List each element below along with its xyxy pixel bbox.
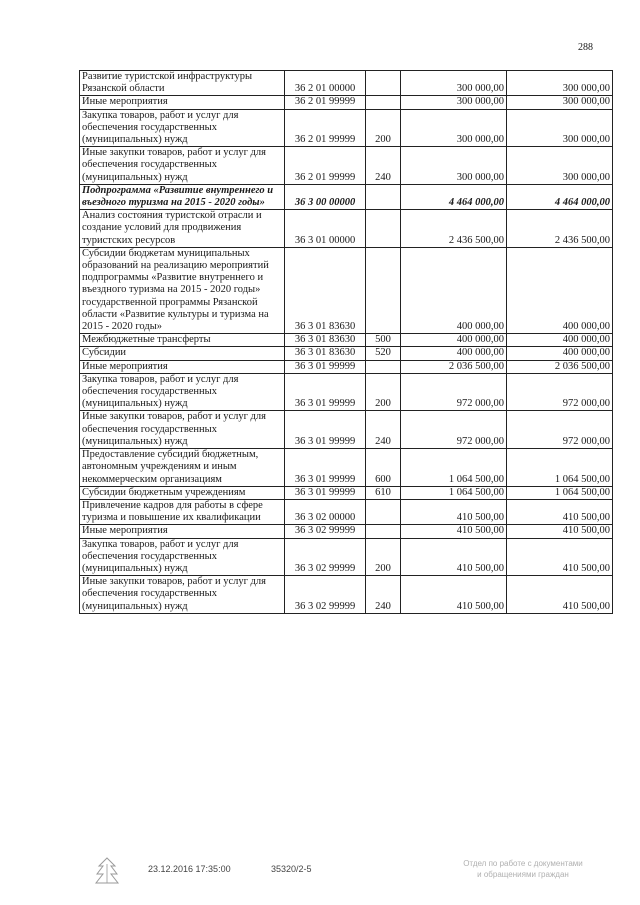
row-sum-total-cell: 1 064 500,00 xyxy=(507,486,613,499)
row-code-cell: 36 3 00 00000 xyxy=(285,184,366,209)
row-name-cell: Развитие туристской инфраструктуры Рязанской области xyxy=(80,71,285,96)
row-code-cell: 36 3 02 00000 xyxy=(285,499,366,524)
row-sum-2017-cell: 400 000,00 xyxy=(401,334,507,347)
row-sum-2017-cell: 410 500,00 xyxy=(401,538,507,576)
row-sum-total-cell: 400 000,00 xyxy=(507,347,613,360)
row-name-cell: Субсидии бюджетам муниципальных образований на реализацию мероприятий подпрограммы «Развитие внутреннего и въездного туризма на 2015 - 2020 годы» государственной программы Рязанской области «Развитие культуры и туризма на 2015 - 2020 годы» xyxy=(80,247,285,333)
table-row xyxy=(80,373,613,411)
row-type-cell xyxy=(366,210,401,248)
row-sum-total-cell: 300 000,00 xyxy=(507,71,613,96)
table-row xyxy=(80,525,613,538)
row-name-cell: Иные закупки товаров, работ и услуг для обеспечения государственных (муниципальных) нужд xyxy=(80,576,285,614)
table-row xyxy=(80,576,613,614)
row-code-cell: 36 2 01 00000 xyxy=(285,71,366,96)
row-code-cell: 36 3 02 99999 xyxy=(285,576,366,614)
row-name-cell: Межбюджетные трансферты xyxy=(80,334,285,347)
row-sum-2017-cell: 1 064 500,00 xyxy=(401,449,507,487)
row-sum-2017-cell: 300 000,00 xyxy=(401,109,507,147)
row-type-cell: 200 xyxy=(366,373,401,411)
row-sum-2017-cell: 2 436 500,00 xyxy=(401,210,507,248)
row-sum-total-cell: 300 000,00 xyxy=(507,96,613,109)
row-name-cell: Привлечение кадров для работы в сфере туризма и повышение их квалификации xyxy=(80,499,285,524)
row-name-cell: Подпрограмма «Развитие внутреннего и въездного туризма на 2015 - 2020 годы» xyxy=(80,184,285,209)
row-type-cell xyxy=(366,96,401,109)
row-sum-2017-cell: 972 000,00 xyxy=(401,373,507,411)
row-code-cell: 36 3 01 99999 xyxy=(285,486,366,499)
row-code-cell: 36 2 01 99999 xyxy=(285,96,366,109)
row-type-cell xyxy=(366,184,401,209)
row-type-cell: 600 xyxy=(366,449,401,487)
row-sum-2017-cell: 300 000,00 xyxy=(401,71,507,96)
row-name-cell: Субсидии бюджетным учреждениям xyxy=(80,486,285,499)
row-name-cell: Иные мероприятия xyxy=(80,525,285,538)
row-type-cell: 200 xyxy=(366,109,401,147)
table-row xyxy=(80,96,613,109)
table-row xyxy=(80,334,613,347)
row-code-cell: 36 3 01 99999 xyxy=(285,373,366,411)
table-row xyxy=(80,499,613,524)
row-code-cell: 36 3 01 99999 xyxy=(285,360,366,373)
row-code-cell: 36 3 01 83630 xyxy=(285,334,366,347)
row-code-cell: 36 3 01 99999 xyxy=(285,449,366,487)
budget-table-body xyxy=(80,71,613,614)
table-row xyxy=(80,538,613,576)
table-row xyxy=(80,449,613,487)
row-type-cell: 240 xyxy=(366,411,401,449)
row-type-cell: 200 xyxy=(366,538,401,576)
row-type-cell: 240 xyxy=(366,147,401,185)
row-sum-total-cell: 410 500,00 xyxy=(507,538,613,576)
table-row xyxy=(80,411,613,449)
table-row xyxy=(80,71,613,96)
row-name-cell: Закупка товаров, работ и услуг для обеспечения государственных (муниципальных) нужд xyxy=(80,373,285,411)
row-code-cell: 36 3 01 99999 xyxy=(285,411,366,449)
row-sum-2017-cell: 400 000,00 xyxy=(401,347,507,360)
row-type-cell: 240 xyxy=(366,576,401,614)
row-sum-total-cell: 410 500,00 xyxy=(507,576,613,614)
stamp-line-1: Отдел по работе с документами xyxy=(463,859,583,868)
row-sum-total-cell: 400 000,00 xyxy=(507,247,613,333)
row-sum-2017-cell: 300 000,00 xyxy=(401,96,507,109)
table-row xyxy=(80,486,613,499)
row-sum-total-cell: 410 500,00 xyxy=(507,499,613,524)
row-sum-2017-cell: 410 500,00 xyxy=(401,525,507,538)
row-type-cell: 500 xyxy=(366,334,401,347)
row-name-cell: Субсидии xyxy=(80,347,285,360)
row-code-cell: 36 2 01 99999 xyxy=(285,147,366,185)
row-sum-total-cell: 300 000,00 xyxy=(507,147,613,185)
page-number: 288 xyxy=(578,42,593,53)
row-sum-total-cell: 972 000,00 xyxy=(507,373,613,411)
row-sum-total-cell: 2 036 500,00 xyxy=(507,360,613,373)
row-sum-2017-cell: 4 464 000,00 xyxy=(401,184,507,209)
row-code-cell: 36 3 02 99999 xyxy=(285,525,366,538)
row-sum-2017-cell: 410 500,00 xyxy=(401,499,507,524)
row-type-cell xyxy=(366,71,401,96)
row-type-cell: 520 xyxy=(366,347,401,360)
row-code-cell: 36 3 02 99999 xyxy=(285,538,366,576)
row-name-cell: Иные закупки товаров, работ и услуг для обеспечения государственных (муниципальных) нужд xyxy=(80,147,285,185)
row-name-cell: Предоставление субсидий бюджетным, автономным учреждениям и иным некоммерческим организациям xyxy=(80,449,285,487)
table-row xyxy=(80,184,613,209)
row-type-cell xyxy=(366,247,401,333)
table-row xyxy=(80,360,613,373)
budget-table xyxy=(79,70,613,614)
row-sum-2017-cell: 410 500,00 xyxy=(401,576,507,614)
row-sum-2017-cell: 972 000,00 xyxy=(401,411,507,449)
row-name-cell: Иные закупки товаров, работ и услуг для обеспечения государственных (муниципальных) нужд xyxy=(80,411,285,449)
row-name-cell: Анализ состояния туристской отрасли и создание условий для продвижения туристских ресурсов xyxy=(80,210,285,248)
row-sum-2017-cell: 400 000,00 xyxy=(401,247,507,333)
row-code-cell: 36 3 01 83630 xyxy=(285,247,366,333)
row-name-cell: Закупка товаров, работ и услуг для обеспечения государственных (муниципальных) нужд xyxy=(80,538,285,576)
table-row xyxy=(80,347,613,360)
row-sum-total-cell: 4 464 000,00 xyxy=(507,184,613,209)
row-sum-total-cell: 1 064 500,00 xyxy=(507,449,613,487)
row-code-cell: 36 2 01 99999 xyxy=(285,109,366,147)
footer-timestamp: 23.12.2016 17:35:00 xyxy=(148,864,231,874)
row-sum-2017-cell: 2 036 500,00 xyxy=(401,360,507,373)
row-type-cell: 610 xyxy=(366,486,401,499)
table-row xyxy=(80,210,613,248)
footer-document-number: 35320/2-5 xyxy=(271,864,312,874)
row-type-cell xyxy=(366,360,401,373)
row-sum-total-cell: 400 000,00 xyxy=(507,334,613,347)
row-name-cell: Иные мероприятия xyxy=(80,360,285,373)
table-row xyxy=(80,109,613,147)
row-code-cell: 36 3 01 00000 xyxy=(285,210,366,248)
row-sum-total-cell: 300 000,00 xyxy=(507,109,613,147)
row-sum-total-cell: 410 500,00 xyxy=(507,525,613,538)
row-sum-2017-cell: 300 000,00 xyxy=(401,147,507,185)
table-row xyxy=(80,247,613,333)
table-row xyxy=(80,147,613,185)
row-name-cell: Закупка товаров, работ и услуг для обеспечения государственных (муниципальных) нужд xyxy=(80,109,285,147)
row-sum-2017-cell: 1 064 500,00 xyxy=(401,486,507,499)
row-type-cell xyxy=(366,499,401,524)
row-name-cell: Иные мероприятия xyxy=(80,96,285,109)
row-type-cell xyxy=(366,525,401,538)
emblem-icon xyxy=(94,856,120,886)
row-sum-total-cell: 2 436 500,00 xyxy=(507,210,613,248)
row-code-cell: 36 3 01 83630 xyxy=(285,347,366,360)
row-sum-total-cell: 972 000,00 xyxy=(507,411,613,449)
registration-stamp xyxy=(448,858,598,880)
stamp-line-2: и обращениями граждан xyxy=(477,870,569,879)
